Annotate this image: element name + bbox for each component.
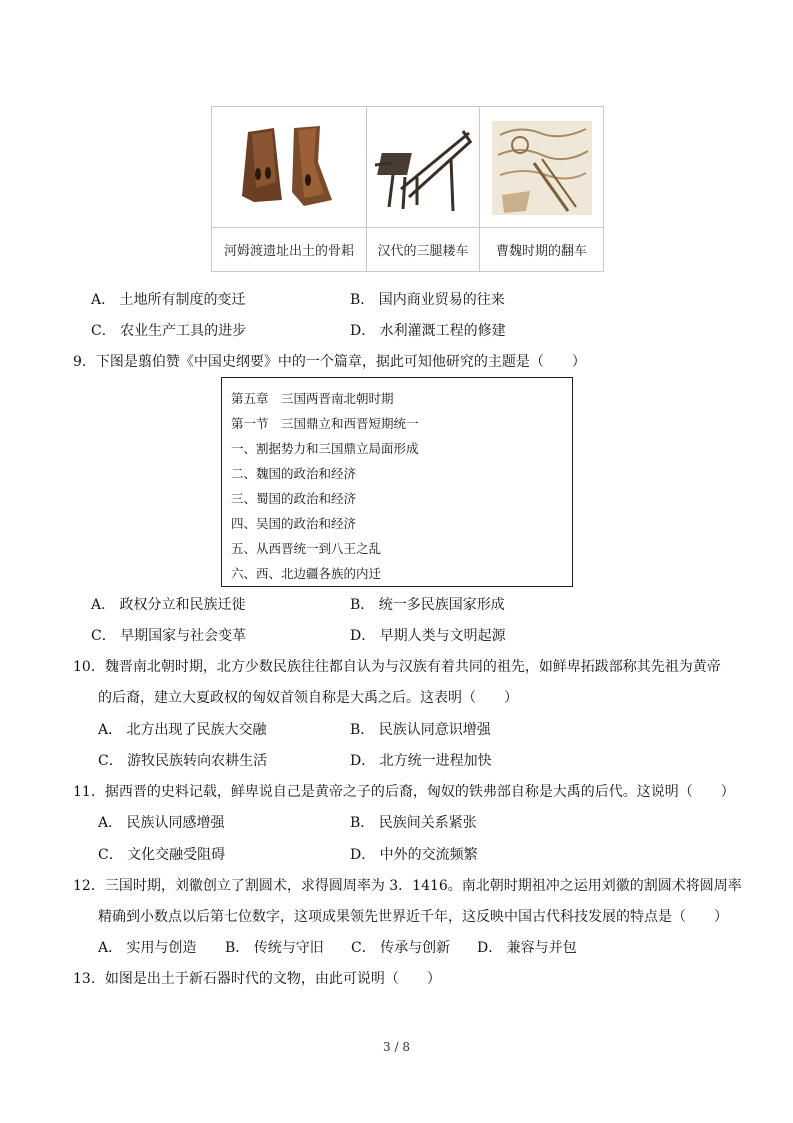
q12-stem-line1: 12．三国时期，刘徽创立了割圆术，求得圆周率为 3．1416。南北朝时期祖冲之运用刘徽的割圆术将圆周率 <box>73 878 742 894</box>
q8-option-a[interactable]: A． 土地所有制度的变迁 <box>91 292 246 308</box>
image-caption: 河姆渡遗址出土的骨耜 <box>223 244 354 259</box>
toc-line: 六、西、北边疆各族的内迁 <box>231 566 382 581</box>
toc-line: 三、蜀国的政治和经济 <box>231 491 357 506</box>
bone-spade-image <box>212 107 366 228</box>
q9-option-c[interactable]: C． 早期国家与社会变革 <box>91 628 247 644</box>
q9-stem: 9．下图是翦伯赞《中国史纲要》中的一个篇章，据此可知他研究的主题是（ ） <box>73 354 586 370</box>
toc-line: 四、吴国的政治和经济 <box>231 516 357 531</box>
q10-option-c[interactable]: C． 游牧民族转向农耕生活 <box>98 753 268 769</box>
q12-option-d[interactable]: D． 兼容与并包 <box>477 940 577 956</box>
q12-stem-line2: 精确到小数点以后第七位数字，这项成果领先世界近千年，这反映中国古代科技发展的特点是（ ） <box>98 909 728 925</box>
q9-table-of-contents <box>221 377 573 587</box>
q13-stem: 13．如图是出土于新石器时代的文物，由此可说明（ ） <box>73 971 441 987</box>
image-cell-chain-pump <box>480 107 603 271</box>
image-caption: 曹魏时期的翻车 <box>495 244 587 259</box>
image-cell-bone-spade <box>212 107 367 271</box>
q10-option-b[interactable]: B． 民族认同意识增强 <box>350 722 491 738</box>
q12-option-a[interactable]: A． 实用与创造 <box>98 940 197 956</box>
toc-line: 第五章 三国两晋南北朝时期 <box>231 391 394 406</box>
seed-drill-image <box>367 107 479 228</box>
image-cell-seed-drill <box>367 107 480 271</box>
toc-line: 二、魏国的政治和经济 <box>231 466 357 481</box>
q9-option-d[interactable]: D． 早期人类与文明起源 <box>350 628 506 644</box>
q9-option-b[interactable]: B． 统一多民族国家形成 <box>350 597 505 613</box>
q12-option-c[interactable]: C． 传承与创新 <box>351 940 451 956</box>
toc-line: 五、从西晋统一到八王之乱 <box>231 541 382 556</box>
artifact-image-table <box>211 106 604 272</box>
square-pallet-chain-pump-image <box>480 107 603 228</box>
q10-option-d[interactable]: D． 北方统一进程加快 <box>350 753 492 769</box>
q8-option-c[interactable]: C． 农业生产工具的进步 <box>91 323 247 339</box>
chain-pump-icon <box>490 115 594 219</box>
q10-option-a[interactable]: A． 北方出现了民族大交融 <box>98 722 267 738</box>
bone-spade-icon <box>234 122 344 212</box>
toc-line: 第一节 三国鼎立和西晋短期统一 <box>231 416 419 431</box>
seed-drill-icon <box>371 119 475 215</box>
q11-option-c[interactable]: C． 文化交融受阻碍 <box>98 847 226 863</box>
q11-option-a[interactable]: A． 民族认同感增强 <box>98 815 225 831</box>
q11-option-b[interactable]: B． 民族间关系紧张 <box>350 815 477 831</box>
q8-option-d[interactable]: D． 水利灌溉工程的修建 <box>350 323 506 339</box>
q10-stem-line2: 的后裔，建立大夏政权的匈奴首领自称是大禹之后。这表明（ ） <box>98 690 518 706</box>
q10-stem-line1: 10．魏晋南北朝时期，北方少数民族往往都自认为与汉族有着共同的祖先，如鲜卑拓跋部称其先祖为黄帝 <box>73 659 721 675</box>
q11-stem: 11．据西晋的史料记载，鲜卑说自己是黄帝之子的后裔，匈奴的铁弗部自称是大禹的后代。这说明（ ） <box>73 784 735 800</box>
q12-option-b[interactable]: B． 传统与守旧 <box>225 940 324 956</box>
q11-option-d[interactable]: D． 中外的交流频繁 <box>350 847 478 863</box>
q9-option-a[interactable]: A． 政权分立和民族迁徙 <box>91 597 246 613</box>
page-number: 3 / 8 <box>383 1040 410 1054</box>
toc-line: 一、割据势力和三国鼎立局面形成 <box>231 441 419 456</box>
image-caption: 汉代的三腿耧车 <box>377 244 469 259</box>
q8-option-b[interactable]: B． 国内商业贸易的往来 <box>350 292 505 308</box>
